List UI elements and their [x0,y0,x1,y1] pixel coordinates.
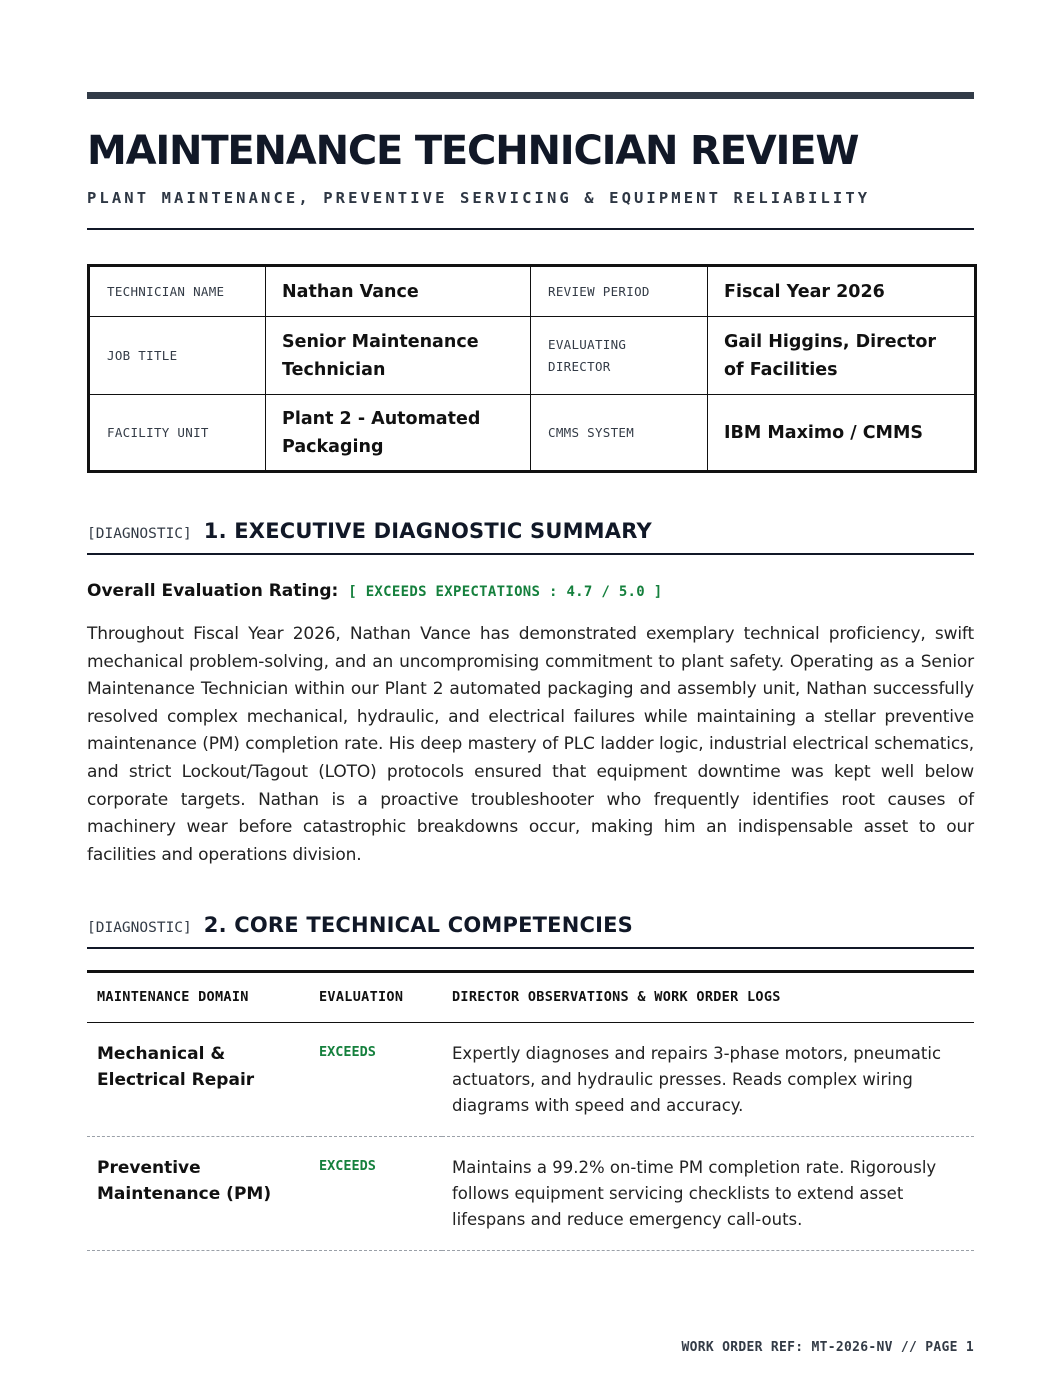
document-page [87,92,974,1251]
observation-cell: Maintains a 99.2% on-time PM completion rate. Rigorously follows equipment servicing checklists to extend asset lifespans and reduce emergency call-outs. [442,1137,974,1251]
table-row [87,1023,974,1137]
rating-value: [ EXCEEDS EXPECTATIONS : 4.7 / 5.0 ] [348,584,663,600]
column-header-evaluation: EVALUATION [309,972,442,1023]
facility-unit-value: Plant 2 - Automated Packaging [266,395,531,472]
overall-rating [87,581,974,601]
column-header-domain: MAINTENANCE DOMAIN [87,972,309,1023]
header-divider [87,228,974,230]
cmms-system-label: CMMS SYSTEM [531,395,708,472]
competencies-table [87,970,974,1251]
section-title: 1. EXECUTIVE DIAGNOSTIC SUMMARY [203,519,652,543]
review-period-value: Fiscal Year 2026 [708,266,976,317]
cmms-system-value: IBM Maximo / CMMS [708,395,976,472]
top-rule [87,92,974,99]
document-subtitle: PLANT MAINTENANCE, PREVENTIVE SERVICING & EQUIPMENT RELIABILITY [87,189,871,207]
technician-name-label: TECHNICIAN NAME [89,266,266,317]
observation-cell: Expertly diagnoses and repairs 3-phase motors, pneumatic actuators, and hydraulic presses. Reads complex wiring diagrams with speed and accuracy. [442,1023,974,1137]
info-row [89,395,976,472]
section-heading-competencies [87,913,974,937]
column-header-observations: DIRECTOR OBSERVATIONS & WORK ORDER LOGS [442,972,974,1023]
document-title: MAINTENANCE TECHNICIAN REVIEW [87,128,859,174]
evaluating-director-label: EVALUATING DIRECTOR [531,317,708,395]
section-tag: [DIAGNOSTIC] [87,920,192,937]
facility-unit-label: FACILITY UNIT [89,395,266,472]
section-divider [87,947,974,949]
page-footer: WORK ORDER REF: MT-2026-NV // PAGE 1 [681,1340,974,1355]
table-row [87,1137,974,1251]
section-title: 2. CORE TECHNICAL COMPETENCIES [203,913,633,938]
review-period-label: REVIEW PERIOD [531,266,708,317]
job-title-value: Senior Maintenance Technician [266,317,531,395]
section-tag: [DIAGNOSTIC] [87,526,192,542]
evaluation-cell: EXCEEDS [309,1023,442,1137]
domain-cell: Preventive Maintenance (PM) [87,1137,309,1251]
section-divider [87,553,974,555]
technician-info-table [87,264,977,473]
technician-name-value: Nathan Vance [266,266,531,317]
evaluation-cell: EXCEEDS [309,1137,442,1251]
evaluating-director-value: Gail Higgins, Director of Facilities [708,317,976,395]
rating-label: Overall Evaluation Rating: [87,581,339,601]
table-header-row [87,972,974,1023]
domain-cell: Mechanical & Electrical Repair [87,1023,309,1137]
executive-summary-text: Throughout Fiscal Year 2026, Nathan Vance has demonstrated exemplary technical proficiency, swift mechanical problem-solving, and an uncompromising commitment to plant safety. Operating as a Senior Maintenance Technician within our Plant 2 automated packaging and assembly unit, Nathan successfully resolved complex mechanical, hydraulic, and electrical failures while maintaining a stellar preventive maintenance (PM) completion rate. His deep mastery of PLC ladder logic, industrial electrical schematics, and strict Lockout/Tagout (LOTO) protocols ensured that equipment downtime was kept well below corporate targets. Nathan is a proactive troubleshooter who frequently identifies root causes of machinery wear before catastrophic breakdowns occur, making him an indispensable asset to our facilities and operations division. [87,624,974,865]
section-heading-summary [87,519,974,543]
job-title-label: JOB TITLE [89,317,266,395]
info-row [89,266,976,317]
info-row [89,317,976,395]
